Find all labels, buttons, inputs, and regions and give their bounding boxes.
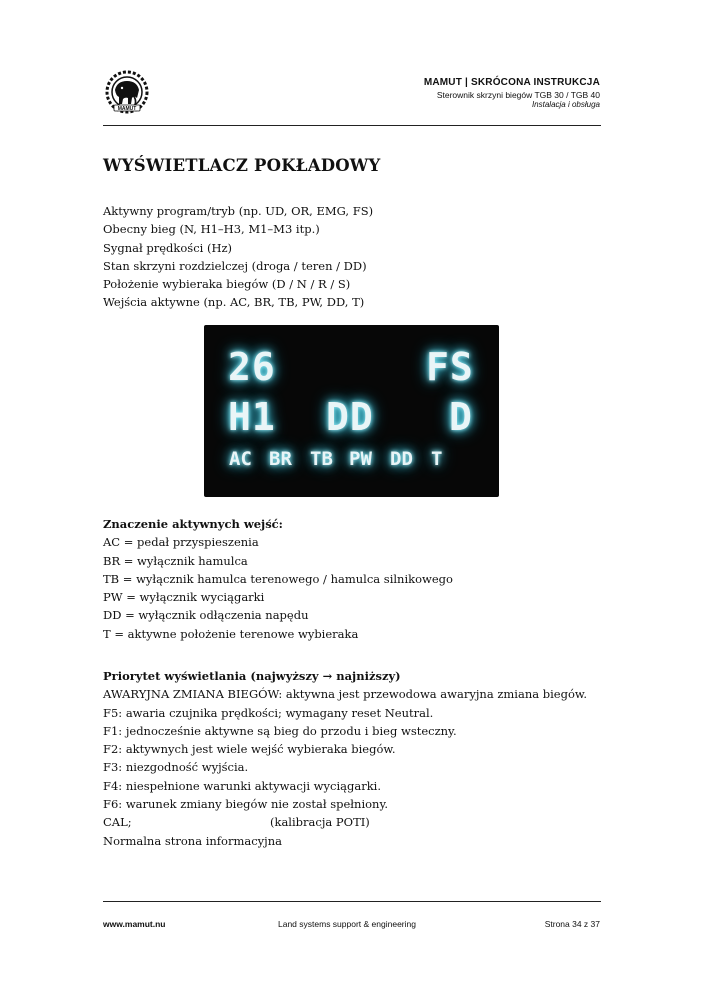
company-logo (101, 68, 153, 116)
cal-line (103, 813, 587, 831)
footer-divider (103, 901, 601, 902)
priority-line: F4: niespełnione warunki aktywacji wyciągarki. (103, 778, 382, 793)
input-line: DD = wyłącznik odłączenia napędu (103, 608, 309, 623)
header-section: Instalacja i obsługa (531, 100, 600, 109)
intro-line: Wejścia aktywne (np. AC, BR, TB, PW, DD, T) (103, 295, 365, 310)
intro-line: Sygnał prędkości (Hz) (103, 240, 233, 255)
priority-last-line: Normalna strona informacyjna (103, 833, 282, 848)
display-transfer: DD (326, 395, 374, 439)
intro-line: Aktywny program/tryb (np. UD, OR, EMG, FS) (103, 204, 374, 218)
page-title: WYŚWIETLACZ POKŁADOWY (103, 156, 381, 175)
intro-list (103, 202, 373, 312)
cal-note: (kalibracja POTI) (270, 815, 370, 830)
header-subtitle: Sterownik skrzyni biegów TGB 30 / TGB 40 (436, 90, 600, 100)
display-gear: H1 (228, 395, 276, 439)
footer-tagline: Land systems support & engineering (278, 919, 416, 929)
inputs-section (103, 515, 453, 643)
priority-line: F5: awaria czujnika prędkości; wymagany reset Neutral. (103, 705, 434, 720)
display-input-ac: AC (229, 448, 252, 470)
intro-line: Stan skrzyni rozdzielczej (droga / teren / DD) (103, 258, 367, 273)
display-speed: 26 (228, 345, 276, 389)
priority-line: F3: niezgodność wyjścia. (103, 760, 249, 775)
header-title: MAMUT | SKRÓCONA INSTRUKCJA (423, 77, 600, 88)
input-line: TB = wyłącznik hamulca terenowego / hamulca silnikowego (103, 571, 453, 586)
priority-line: AWARYJNA ZMIANA BIEGÓW: aktywna jest przewodowa awaryjna zmiana biegów. (103, 687, 588, 702)
display-input-t: T (431, 448, 443, 470)
onboard-display (204, 325, 499, 497)
display-selector: D (449, 395, 473, 439)
cal-label: CAL; (103, 815, 132, 830)
inputs-heading: Znaczenie aktywnych wejść: (103, 517, 283, 531)
footer-website[interactable]: www.mamut.nu (103, 919, 166, 929)
priority-line: F1: jednocześnie aktywne są bieg do przodu i bieg wsteczny. (103, 723, 457, 738)
intro-line: Położenie wybieraka biegów (D / N / R / S) (103, 277, 351, 292)
priority-section (103, 667, 587, 850)
display-input-dd: DD (390, 448, 413, 470)
priority-line: F6: warunek zmiany biegów nie został spełniony. (103, 797, 389, 812)
footer-page-number: Strona 34 z 37 (544, 919, 600, 929)
priority-line: F2: aktywnych jest wiele wejść wybieraka biegów. (103, 742, 396, 757)
display-input-br: BR (269, 448, 292, 470)
input-line: PW = wyłącznik wyciągarki (103, 590, 265, 605)
input-line: AC = pedał przyspieszenia (103, 535, 259, 550)
display-input-pw: PW (349, 448, 372, 470)
header-divider (103, 125, 601, 126)
display-mode: FS (426, 345, 474, 389)
display-input-tb: TB (310, 448, 333, 470)
logo-text: MAMUT (117, 106, 137, 112)
input-line: BR = wyłącznik hamulca (103, 553, 248, 568)
input-line: T = aktywne położenie terenowe wybieraka (103, 626, 359, 641)
intro-line: Obecny bieg (N, H1–H3, M1–M3 itp.) (103, 222, 320, 237)
priority-heading: Priorytet wyświetlania (najwyższy → najniższy) (103, 669, 401, 683)
